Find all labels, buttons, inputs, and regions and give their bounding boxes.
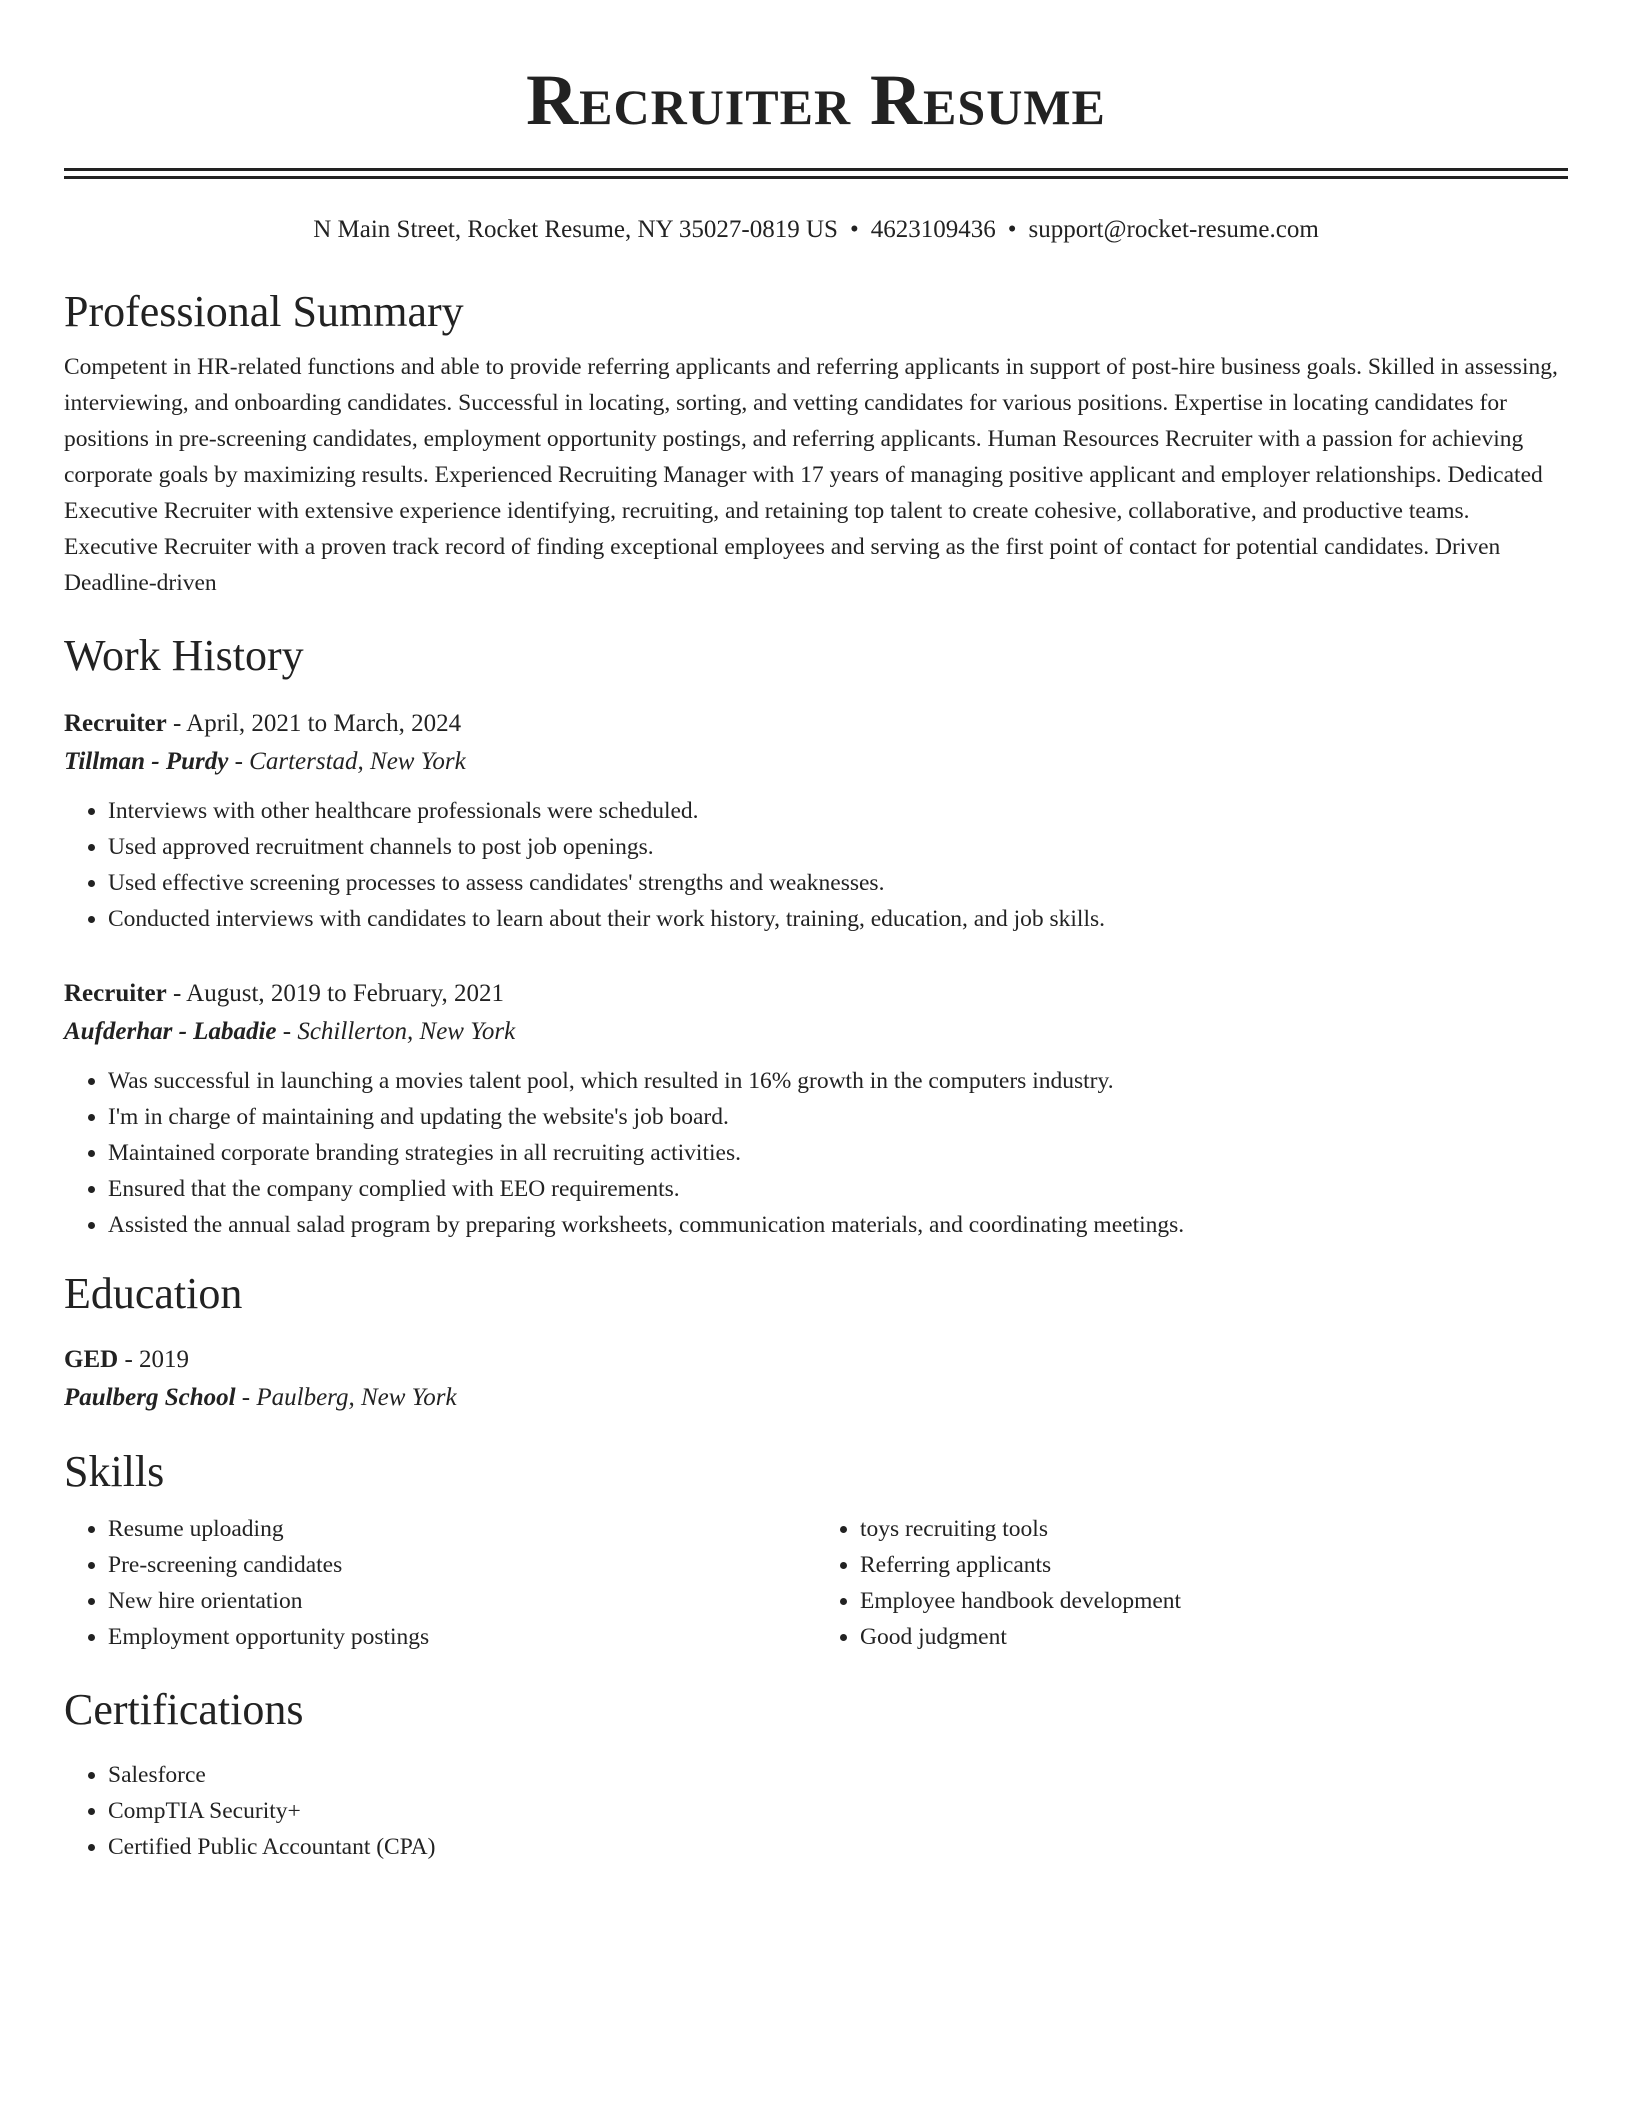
skill-item: • Good judgment — [860, 1619, 1568, 1655]
skill-item: • Pre-screening candidates — [108, 1547, 816, 1583]
job-title-line — [64, 975, 1568, 1013]
education-location: - Paulberg, New York — [235, 1384, 457, 1411]
job-company-line — [64, 1013, 1568, 1051]
job-bullet: • Ensured that the company complied with EEO requirements. — [108, 1171, 1568, 1207]
job-dates: - April, 2021 to March, 2024 — [166, 710, 462, 737]
skill-item: • Employee handbook development — [860, 1583, 1568, 1619]
summary-heading: Professional Summary — [64, 287, 464, 336]
education-degree-line — [64, 1341, 1568, 1379]
job-company: Aufderhar - Labadie — [64, 1018, 277, 1045]
skills-columns — [64, 1505, 1568, 1655]
certifications-section — [64, 1757, 1568, 1865]
job-bullet-list — [64, 793, 1568, 937]
skill-item: • Employment opportunity postings — [108, 1619, 816, 1655]
education-school: Paulberg School — [64, 1384, 236, 1411]
certifications-heading: Certifications — [64, 1685, 304, 1734]
job-title-line — [64, 705, 1568, 743]
job-dates: - August, 2019 to February, 2021 — [166, 980, 504, 1007]
work-history-heading: Work History — [64, 631, 304, 680]
skill-item: • toys recruiting tools — [860, 1511, 1568, 1547]
skill-item: • Referring applicants — [860, 1547, 1568, 1583]
skills-heading: Skills — [64, 1447, 165, 1496]
job-location: - Schillerton, New York — [276, 1018, 516, 1045]
job-location: - Carterstad, New York — [228, 748, 466, 775]
education-entry — [64, 1341, 1568, 1417]
certification-item: • CompTIA Security+ — [108, 1793, 1568, 1829]
skills-list-right — [816, 1511, 1568, 1655]
job-bullet: • I'm in charge of maintaining and updating the website's job board. — [108, 1099, 1568, 1135]
education-school-line — [64, 1379, 1568, 1417]
contact-separator: • — [1007, 216, 1017, 243]
job-bullet: • Interviews with other healthcare professionals were scheduled. — [108, 793, 1568, 829]
education-year: - 2019 — [118, 1346, 190, 1373]
summary-text: Competent in HR-related functions and able to provide referring applicants and referring applicants in support of post-hire business goals. Skilled in assessing, interviewing, and onboarding candidates. Successful in locating, sorting, and vetting candidates for various positions. Expertise in locating candidates for positions in pre-screening candidates, employment opportunity postings, and referring applicants. Human Resources Recruiter with a passion for achieving corporate goals by maximizing results. Experienced Recruiting Manager with 17 years of managing positive applicant and employer relationships. Dedicated Executive Recruiter with extensive experience identifying, recruiting, and retaining top talent to create cohesive, collaborative, and productive teams. Executive Recruiter with a proven track record of finding exceptional employees and serving as the first point of contact for potential candidates. Driven Deadline-driven — [64, 354, 1558, 596]
certification-item: • Salesforce — [108, 1757, 1568, 1793]
job-bullet: • Was successful in launching a movies talent pool, which resulted in 16% growth in the computers industry. — [108, 1063, 1568, 1099]
skill-item: • Resume uploading — [108, 1511, 816, 1547]
education-degree: GED — [64, 1346, 119, 1373]
certification-item: • Certified Public Accountant (CPA) — [108, 1829, 1568, 1865]
job-entry — [64, 705, 1568, 937]
skill-item: • New hire orientation — [108, 1583, 816, 1619]
contact-separator: • — [849, 216, 859, 243]
contact-line — [64, 215, 1568, 245]
contact-email: support@rocket-resume.com — [1028, 216, 1319, 243]
title-rule-bottom — [64, 176, 1568, 179]
job-bullet-list — [64, 1063, 1568, 1243]
job-bullet: • Used effective screening processes to assess candidates' strengths and weaknesses. — [108, 865, 1568, 901]
title-rule-top — [64, 168, 1568, 171]
title-double-rule — [64, 168, 1568, 179]
job-bullet: • Maintained corporate branding strategies in all recruiting activities. — [108, 1135, 1568, 1171]
job-bullet: • Assisted the annual salad program by preparing worksheets, communication materials, and coordinating meetings. — [108, 1207, 1568, 1243]
job-entry — [64, 975, 1568, 1243]
skills-list-left — [64, 1511, 816, 1655]
job-company-line — [64, 743, 1568, 781]
contact-phone: 4623109436 — [870, 216, 996, 243]
job-company: Tillman - Purdy — [64, 748, 229, 775]
certifications-list — [64, 1757, 1568, 1865]
education-heading: Education — [64, 1269, 243, 1318]
contact-address: N Main Street, Rocket Resume, NY 35027-0819 US — [313, 216, 838, 243]
resume-title: Recruiter Resume — [526, 60, 1106, 140]
job-role: Recruiter — [64, 710, 167, 737]
job-role: Recruiter — [64, 980, 167, 1007]
job-bullet: • Conducted interviews with candidates to learn about their work history, training, education, and job skills. — [108, 901, 1568, 937]
job-bullet: • Used approved recruitment channels to post job openings. — [108, 829, 1568, 865]
